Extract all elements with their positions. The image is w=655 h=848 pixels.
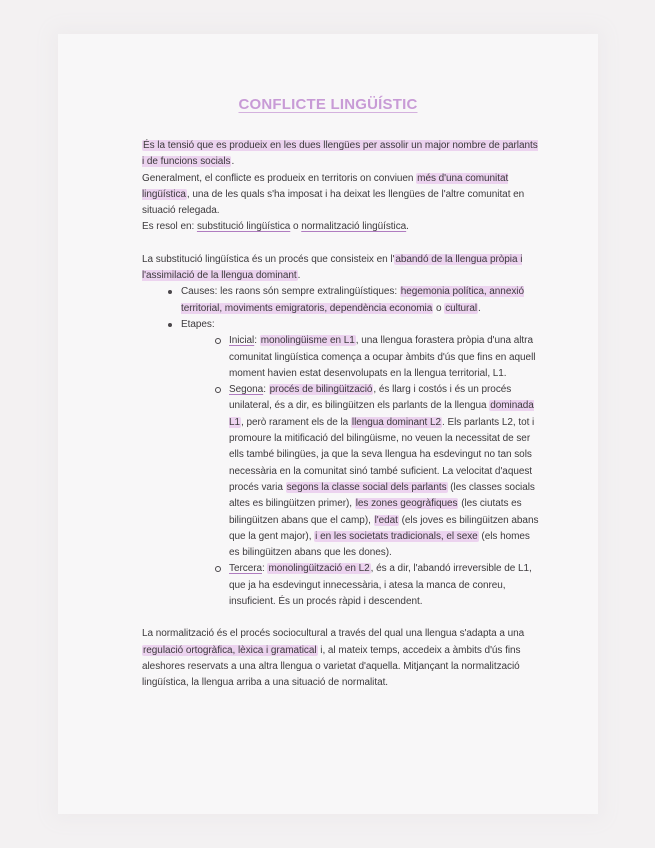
list-item-causes: Causes: les raons són sempre extralingüístiques: hegemonia política, annexió territorial, moviments emigratoris, dependència economia o cultural.	[168, 284, 542, 317]
document-page	[58, 34, 598, 814]
highlight: les zones geogràfiques	[355, 498, 458, 510]
highlight: i en les societats tradicionals, el sexe	[315, 530, 478, 542]
highlight: procés de bilingüització	[269, 384, 373, 396]
underlined-term: Inicial	[229, 335, 255, 347]
resolution-paragraph: Es resol en: substitució lingüística o normalització lingüística.	[142, 221, 409, 233]
highlight: abandó de la llengua pròpia i l'assimilació de la llengua dominant	[142, 253, 523, 282]
underlined-term: Tercera	[229, 563, 262, 575]
notes-body	[142, 138, 542, 692]
highlight: monolingüisme en L1	[260, 335, 355, 347]
substitution-list	[142, 284, 542, 610]
stage-segona: Segona: procés de bilingüització, és llarg i costós i és un procés unilateral, és a dir, es bilingüitzen els parlants de la llengua dominada L1, però rarament els de la llengua dominant L2. Els parlants L2, tot i promoure la mitificació del bilingüisme, no veuen la necessitat de ser ells també bilingües, ja que la seva llengua ha esdevingut no tan sols necessària en la comunitat sinó també suficient. La velocitat d'aquest procés varia segons la classe social dels parlants (les classes socials altes es bilingüitzen primer), les zones geogràfiques (les ciutats es bilingüitzen abans que el camp), l'edat (els joves es bilingüitzen abans que la gent major), i en les societats tradicionals, el sexe (els homes es bilingüitzen abans que les dones).	[215, 382, 542, 561]
context-paragraph: Generalment, el conflicte es produeix en territoris on conviuen més d'una comunitat lingüística, una de les quals s'ha imposat i ha deixat les llengües de l'altre comunitat en situació relegada.	[142, 172, 525, 217]
underlined-term: substitució lingüística	[196, 221, 291, 233]
highlight: És la tensió que es produeix en les dues llengües per assolir un major nombre de parlants i de funcions socials	[142, 140, 538, 168]
page-title: CONFLICTE LINGÜÍSTIC	[238, 96, 418, 113]
normalization-paragraph: La normalització és el procés sociocultural a través del qual una llengua s'adapta a una regulació ortogràfica, lèxica i gramatical i, al mateix temps, accedeix a àmbits d'ús fins aleshores reservats a una altra llengua o varietat d'aquella. Mitjançant la normalització lingüística, la llengua arriba a una situació de normalitat.	[142, 628, 525, 689]
underlined-term: normalització lingüística	[301, 221, 407, 233]
highlight: més d'una comunitat lingüística	[142, 172, 509, 200]
stage-tercera: Tercera: monolingüització en L2, és a dir, l'abandó irreversible de L1, que ja ha esdevingut innecessària, i atesa la manca de conreu, insuficient. És un procés ràpid i descendent.	[215, 561, 542, 610]
substitution-paragraph: La substitució lingüística és un procés que consisteix en l'abandó de la llengua pròpia i l'assimilació de la llengua dominant.	[142, 253, 523, 282]
stages-list	[181, 333, 542, 610]
highlight: monolingüització en L2	[268, 563, 370, 575]
highlight: hegemonia política, annexió territorial, moviments emigratoris, dependència economia	[181, 286, 524, 314]
highlight: llengua dominant L2	[351, 416, 442, 428]
highlight: segons la classe social dels parlants	[286, 481, 447, 493]
stage-inicial: Inicial: monolingüisme en L1, una llengua forastera pròpia d'una altra comunitat lingüística comença a ocupar àmbits d'ús que fins en aquell moment havien estat desenvolupats en la llengua territorial, L1.	[215, 333, 542, 382]
underlined-term: Segona	[229, 384, 264, 396]
highlight: dominada L1	[229, 400, 534, 428]
highlight: regulació ortogràfica, lèxica i gramatical	[143, 644, 317, 656]
highlight: cultural	[445, 302, 478, 314]
highlight: l'edat	[374, 514, 398, 526]
definition-paragraph: És la tensió que es produeix en les dues llengües per assolir un major nombre de parlants i de funcions socials.	[142, 140, 538, 168]
list-item-etapes: Etapes: Inicial: monolingüisme en L1, una llengua forastera pròpia d'una altra comunitat lingüística comença a ocupar àmbits d'ús que fins en aquell moment havien estat desenvolupats en la llengua territorial, L1. Segona: procés de bilingüització, és llarg i costós i és un procés unilateral, és a dir, es bilingüitzen els parlants de la llengua dominada L1, però rarament els de la llengua dominant L2. Els parlants L2, tot i promoure la mitificació del bilingüisme, no veuen la necessitat de ser ells també bilingües, ja que la seva llengua ha esdevingut no tan sols necessària en la comunitat sinó també suficient. La velocitat d'aquest procés varia segons la classe social dels parlants (les classes socials altes es bilingüitzen primer), les zones geogràfiques (les ciutats es bilingüitzen abans que el camp), l'edat (els joves es bilingüitzen abans que la gent major), i en les societats tradicionals, el sexe (els homes es bilingüitzen abans que les dones). Tercera: monolingüització en L2, és a dir, l'abandó irreversible de L1, que ja ha esdevingut innecessària, i atesa la manca de conreu, insuficient. És un procés ràpid i descendent.	[168, 317, 542, 610]
